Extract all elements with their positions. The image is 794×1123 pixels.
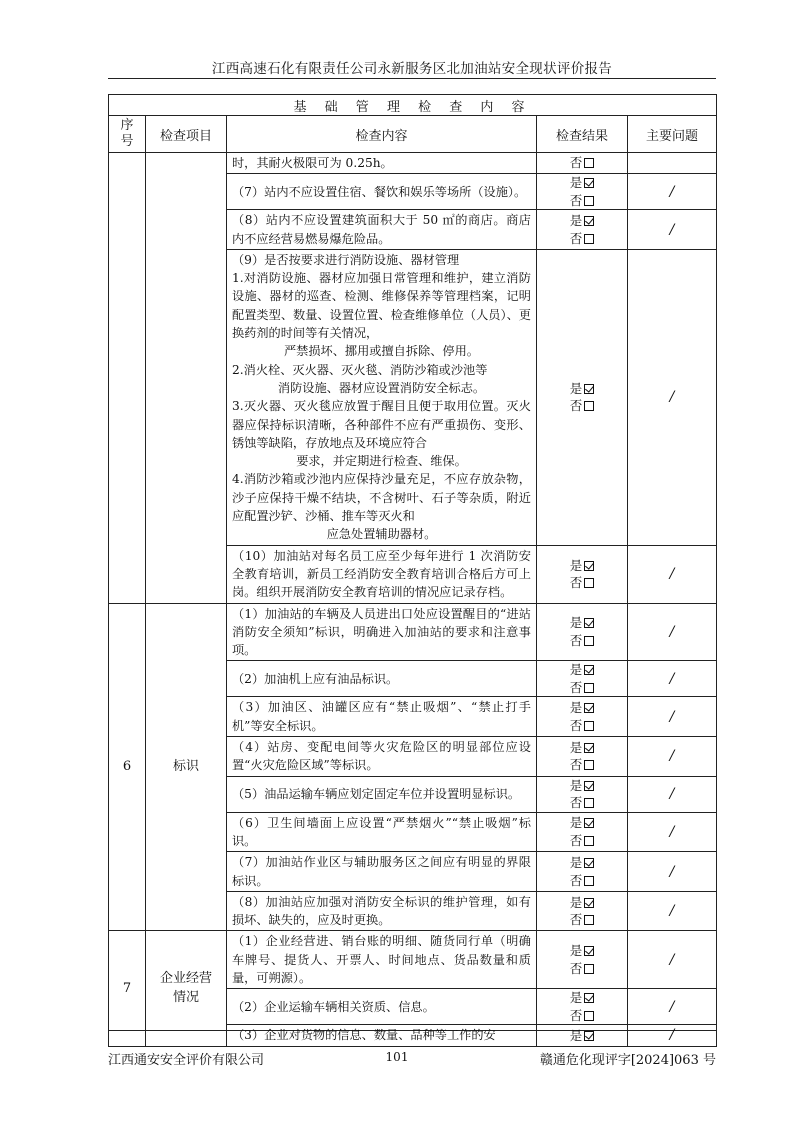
check-result: [537, 603, 628, 661]
checked-box-icon[interactable]: [584, 703, 594, 713]
check-content-line: 要求，并定期进行检查、维保。: [296, 454, 467, 469]
checked-box-icon[interactable]: [584, 946, 594, 956]
check-content-line: （5）油品运输车辆应划定固定车位并设置明显标识。: [232, 786, 521, 801]
result-no-label: 否: [569, 679, 583, 695]
check-result: [537, 1025, 628, 1046]
footer-page-number: 101: [385, 1050, 409, 1064]
checked-box-icon[interactable]: [584, 1031, 594, 1041]
result-option-no: [537, 717, 627, 735]
result-no-label: 否: [569, 795, 583, 811]
check-item: 标识: [146, 603, 227, 931]
column-header-problem: 主要问题: [628, 116, 717, 153]
result-option-no: [537, 1007, 627, 1025]
unchecked-box-icon[interactable]: [584, 915, 594, 925]
check-content-line: （1）企业经营进、销台账的明细、随货同行单（明确车牌号、提货人、开票人、时间地点、货品数量和质量，可朔源）。: [232, 934, 531, 985]
result-no-label: 否: [569, 155, 583, 171]
unchecked-box-icon[interactable]: [584, 760, 594, 770]
result-option-yes: [537, 989, 627, 1007]
row-number: 6: [109, 603, 146, 931]
result-option-no: [537, 192, 627, 210]
result-option-yes: [537, 614, 627, 632]
result-yes-label: 是: [569, 557, 583, 573]
check-content: [227, 661, 537, 697]
check-item: 企业经营情况: [146, 931, 227, 1046]
unchecked-box-icon[interactable]: [584, 196, 594, 206]
result-option-yes: [537, 1027, 627, 1045]
checked-box-icon[interactable]: [584, 178, 594, 188]
header-rule: [108, 78, 716, 79]
result-no-label: 否: [569, 575, 583, 591]
check-content-line: （3）加油区、油罐区应有“禁止吸烟”、“禁止打手机”等安全标识。: [232, 700, 531, 733]
unchecked-box-icon[interactable]: [584, 636, 594, 646]
result-no-label: 否: [569, 832, 583, 848]
unchecked-box-icon[interactable]: [584, 401, 594, 411]
result-yes-label: 是: [569, 662, 583, 678]
result-no-label: 否: [569, 1007, 583, 1023]
result-yes-label: 是: [569, 815, 583, 831]
result-yes-label: 是: [569, 700, 583, 716]
check-content: [227, 153, 537, 174]
table-row: [109, 603, 717, 661]
inspection-table-wrap: [108, 94, 717, 1044]
checked-box-icon[interactable]: [584, 781, 594, 791]
check-content-line: 2.消火栓、灭火器、灭火毯、消防沙箱或沙池等: [232, 362, 488, 377]
check-content: [227, 812, 537, 852]
check-result: [537, 989, 628, 1025]
check-content-line: 3.灭火器、灭火毯应放置于醒目且便于取用位置。灭火器应保持标识清晰，各种部件不应有严重损伤、变形、锈蚀等缺陷，存放地点及环境应符合: [232, 399, 531, 450]
table-row: [109, 931, 717, 989]
unchecked-box-icon[interactable]: [584, 234, 594, 244]
checked-box-icon[interactable]: [584, 858, 594, 868]
result-no-label: 否: [569, 192, 583, 208]
result-yes-label: 是: [569, 943, 583, 959]
main-problem: /: [628, 812, 717, 852]
check-content-line: 4.消防沙箱或沙池内应保持沙量充足，不应存放杂物，沙子应保持干燥不结块，不含树叶、石子等杂质，附近应配置沙铲、沙桶、推车等灭火和: [232, 472, 531, 524]
main-problem: /: [628, 249, 717, 545]
checked-box-icon[interactable]: [584, 743, 594, 753]
result-no-label: 否: [569, 872, 583, 888]
main-problem: /: [628, 697, 717, 737]
main-problem: /: [628, 737, 717, 777]
result-no-label: 否: [569, 632, 583, 648]
check-content: [227, 249, 537, 545]
check-result: [537, 891, 628, 931]
footer-company: 江西通安安全评价有限公司: [108, 1053, 265, 1068]
check-result: [537, 174, 628, 210]
unchecked-box-icon[interactable]: [584, 1011, 594, 1021]
check-result: [537, 697, 628, 737]
result-no-label: 否: [569, 717, 583, 733]
result-option-yes: [537, 212, 627, 230]
result-no-label: 否: [569, 757, 583, 773]
check-result: [537, 661, 628, 697]
result-no-label: 否: [569, 230, 583, 246]
column-header-item: 检查项目: [146, 116, 227, 153]
check-result: [537, 812, 628, 852]
unchecked-box-icon[interactable]: [584, 964, 594, 974]
table-title: 基 础 管 理 检 查 内 容: [109, 95, 717, 116]
check-content-line: 严禁损坏、挪用或擅自拆除、停用。: [284, 344, 479, 359]
table-body: [109, 153, 717, 1047]
main-problem: /: [628, 210, 717, 250]
unchecked-box-icon[interactable]: [584, 836, 594, 846]
check-content: [227, 603, 537, 661]
result-option-no: [537, 832, 627, 850]
column-header-result: 检查结果: [537, 116, 628, 153]
check-content-line: 应急处置辅助器材。: [326, 527, 437, 542]
check-content-line: 时，其耐火极限可为 0.25h。: [232, 156, 393, 170]
result-option-yes: [537, 699, 627, 717]
check-content: [227, 210, 537, 250]
checked-box-icon[interactable]: [584, 665, 594, 675]
check-result: [537, 776, 628, 812]
checked-box-icon[interactable]: [584, 618, 594, 628]
check-content: [227, 931, 537, 989]
result-yes-label: 是: [569, 615, 583, 631]
result-yes-label: 是: [569, 777, 583, 793]
main-problem: /: [628, 603, 717, 661]
result-option-no: [537, 679, 627, 697]
unchecked-box-icon[interactable]: [584, 798, 594, 808]
check-content: [227, 989, 537, 1025]
checked-box-icon[interactable]: [584, 216, 594, 226]
check-content: [227, 545, 537, 603]
result-yes-label: 是: [569, 1027, 583, 1043]
result-option-yes: [537, 739, 627, 757]
main-problem: /: [628, 852, 717, 892]
result-option-no: [537, 632, 627, 650]
check-content: [227, 852, 537, 892]
checked-box-icon[interactable]: [584, 818, 594, 828]
result-option-yes: [537, 661, 627, 679]
check-result: [537, 931, 628, 989]
result-no-label: 否: [569, 912, 583, 928]
checked-box-icon[interactable]: [584, 561, 594, 571]
check-content: [227, 737, 537, 777]
unchecked-box-icon[interactable]: [584, 876, 594, 886]
result-yes-label: 是: [569, 213, 583, 229]
column-header-content: 检查内容: [227, 116, 537, 153]
result-option-yes: [537, 557, 627, 575]
main-problem: /: [628, 1025, 717, 1046]
result-option-yes: [537, 942, 627, 960]
check-result: [537, 545, 628, 603]
unchecked-box-icon[interactable]: [584, 721, 594, 731]
unchecked-box-icon[interactable]: [584, 578, 594, 588]
check-item: [146, 153, 227, 604]
result-option-no: [537, 154, 627, 172]
result-option-yes: [537, 174, 627, 192]
check-content-line: （2）企业运输车辆相关资质、信息。: [232, 999, 435, 1014]
result-option-no: [537, 960, 627, 978]
checked-box-icon[interactable]: [584, 993, 594, 1003]
inspection-table: [108, 94, 717, 1047]
result-option-yes: [537, 854, 627, 872]
check-content-line: （4）站房、变配电间等火灾危险区的明显部位应设置“火灾危险区域”等标识。: [232, 740, 531, 773]
check-content-line: （7）站内不应设置住宿、餐饮和娱乐等场所（设施）。: [232, 184, 527, 199]
check-content-line: （3）企业对货物的信息、数量、品种等工作的安: [232, 1028, 496, 1043]
result-yes-label: 是: [569, 894, 583, 910]
check-content-line: （9）是否按要求进行消防设施、器材管理: [232, 252, 460, 267]
result-no-label: 否: [569, 960, 583, 976]
result-option-no: [537, 911, 627, 929]
main-problem: /: [628, 989, 717, 1025]
check-result: [537, 210, 628, 250]
check-content-line: （6）卫生间墙面上应设置“严禁烟火”“禁止吸烟”标识。: [232, 815, 531, 848]
check-content-line: （2）加油机上应有油品标识。: [232, 671, 399, 686]
check-content-line: 消防设施、器材应设置消防安全标志。: [277, 380, 486, 395]
check-result: [537, 737, 628, 777]
check-content: [227, 1025, 537, 1046]
result-option-no: [537, 756, 627, 774]
main-problem: /: [628, 776, 717, 812]
check-content: [227, 174, 537, 210]
result-option-yes: [537, 380, 627, 398]
main-problem: /: [628, 545, 717, 603]
check-result: [537, 852, 628, 892]
result-yes-label: 是: [569, 855, 583, 870]
result-option-no: [537, 230, 627, 248]
table-row: [109, 153, 717, 174]
footer-report-number: 赣通危化现评字[2024]063 号: [539, 1053, 716, 1068]
result-option-no: [537, 574, 627, 592]
check-content-line: （10）加油站对每名员工应至少每年进行 1 次消防安全教育培训，新员工经消防安全教育培训合格后方可上岗。组织开展消防安全教育培训的情况应记录存档。: [232, 548, 531, 600]
unchecked-box-icon[interactable]: [584, 158, 594, 168]
checked-box-icon[interactable]: [584, 384, 594, 394]
main-problem: /: [628, 931, 717, 989]
page-header: 江西高速石化有限责任公司永新服务区北加油站安全现状评价报告: [211, 61, 613, 77]
main-problem: /: [628, 661, 717, 697]
result-yes-label: 是: [569, 175, 583, 191]
result-yes-label: 是: [569, 380, 583, 396]
column-header-num: 序号: [109, 116, 146, 153]
checked-box-icon[interactable]: [584, 898, 594, 908]
row-number: [109, 153, 146, 604]
check-content-line: （8）站内不应设置建筑面积大于 50 ㎡的商店。商店内不应经营易燃易爆危险品。: [232, 213, 531, 246]
result-option-yes: [537, 777, 627, 795]
result-option-no: [537, 794, 627, 812]
check-content-line: （8）加油站应加强对消防安全标识的维护管理，如有损坏、缺失的，应及时更换。: [232, 894, 531, 928]
main-problem: [628, 153, 717, 174]
check-content: [227, 776, 537, 812]
row-number: 7: [109, 931, 146, 1046]
check-content-line: （1）加油站的车辆及人员进出口处应设置醒目的“进站消防安全须知”标识，明确进入加油站的要求和注意事项。: [232, 606, 531, 658]
check-result: [537, 249, 628, 545]
result-yes-label: 是: [569, 739, 583, 755]
main-problem: /: [628, 891, 717, 931]
check-content: [227, 891, 537, 931]
result-option-no: [537, 397, 627, 415]
check-content-line: 1.对消防设施、器材应加强日常管理和维护，建立消防设施、器材的巡查、检测、维修保养等管理档案，记明配置类型、数量、设置位置、检查维修单位（人员）、更换药剂的时间等有关情况，: [232, 271, 531, 341]
unchecked-box-icon[interactable]: [584, 683, 594, 693]
result-option-no: [537, 872, 627, 890]
result-option-yes: [537, 894, 627, 912]
check-content: [227, 697, 537, 737]
main-problem: /: [628, 174, 717, 210]
result-no-label: 否: [569, 398, 583, 414]
check-result: [537, 153, 628, 174]
result-yes-label: 是: [569, 990, 583, 1006]
check-content-line: （7）加油站作业区与辅助服务区之间应有明显的界限标识。: [232, 855, 531, 888]
result-option-yes: [537, 814, 627, 832]
